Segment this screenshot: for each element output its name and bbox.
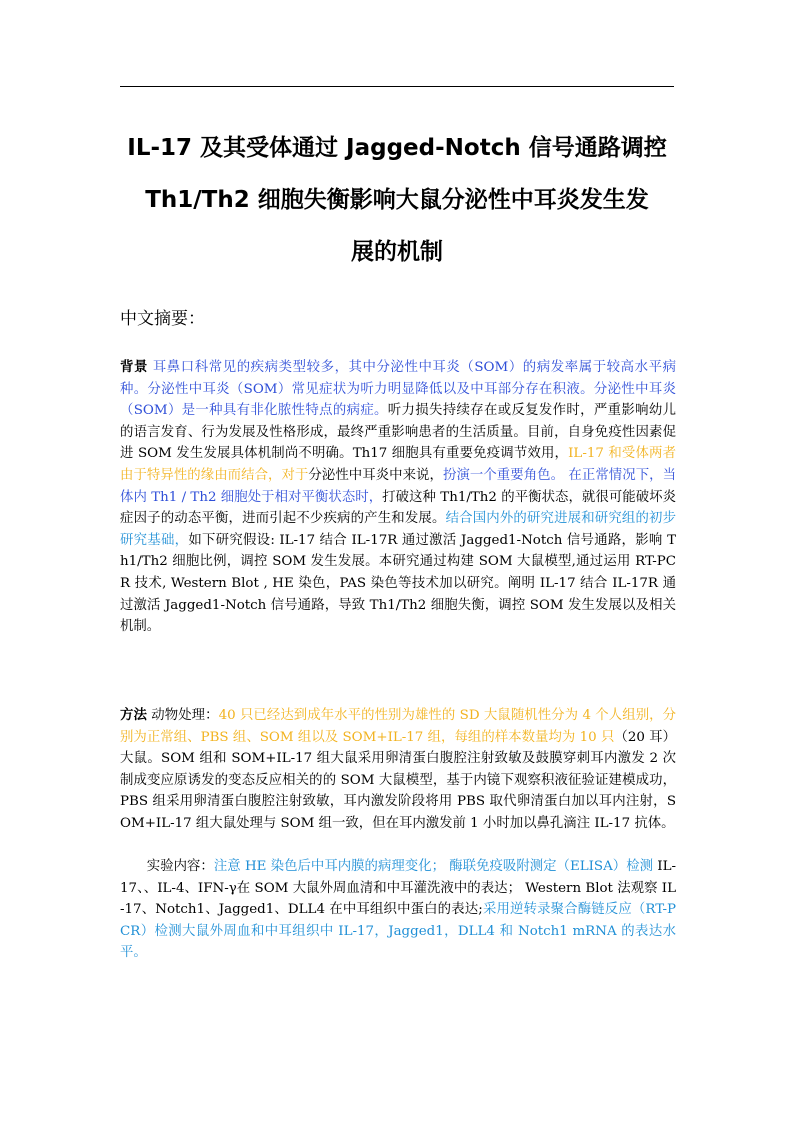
experiment-segment-1: 实验内容：	[146, 859, 214, 874]
abstract-heading: 中文摘要：	[120, 309, 205, 329]
background-segment-1: 耳鼻口科常见的疾病类型较多，其中分泌性中耳炎（SOM）的病发率属于较高水平病种。分泌性中耳炎（SOM）常见症状为听力明显降低以及中耳部分存在积液。分泌性中耳炎（SOM）是一种具有非化脓性特点的病症。	[120, 360, 676, 419]
background-segment-8: 如下研究假设: IL-17 结合 IL-17R 通过激活 Jagged1-Notch 信号通路，影响 Th1/Th2 细胞比例，调控 SOM 发生发展。本研究通过构建 SOM 大鼠模型,通过运用 RT-PCR 技术, Western Blot , HE 染色，PAS 染色等技术加以研究。阐明 IL-17 结合 IL-17R 通过激活 Jagged1-Notch 信号通路，导致 Th1/Th2 细胞失衡，调控 SOM 发生发展以及相关机制。	[120, 532, 676, 635]
experiment-paragraph	[120, 856, 676, 964]
header-rule	[120, 86, 674, 87]
document-title	[118, 122, 676, 278]
title-line-2: Th1/Th2 细胞失衡影响大鼠分泌性中耳炎发生发	[145, 187, 649, 213]
background-segment-5: 扮演一个重要角色。 在正常情况下，当体内 Th1 / Th2 细胞处于相对平衡状态时，	[120, 467, 677, 505]
experiment-segment-3: IL-17、、IL-4、IFN-γ在 SOM 大鼠外周血清和中耳灌洗液中的表达； Western Blot 法观察 IL-17、Notch1、Jagged1、DLL4 在中耳组织中蛋白的表达;	[120, 859, 676, 918]
methods-segment-2: 40 只已经达到成年水平的性别为雄性的 SD 大鼠随机性分为 4 个人组别，分别为正常组、PBS 组、SOM 组以及 SOM+IL-17 组，每组的样本数量均为 10 只	[120, 708, 677, 745]
title-line-3: 展的机制	[351, 239, 443, 265]
experiment-segment-4: 采用逆转录聚合酶链反应（RT-PCR）检测大鼠外周血和中耳组织中 IL-17，Jagged1，DLL4 和 Notch1 mRNA 的表达水平。	[120, 902, 676, 961]
title-line-1: IL-17 及其受体通过 Jagged-Notch 信号通路调控	[127, 135, 667, 161]
methods-label: 方法	[120, 708, 147, 723]
background-paragraph	[120, 357, 676, 638]
background-segment-7: 结合国内外的研究进展和研究组的初步研究基础，	[120, 511, 677, 548]
background-label: 背景	[120, 360, 148, 375]
methods-segment-1: 动物处理：	[146, 708, 219, 723]
methods-segment-3: （20 耳）大鼠。SOM 组和 SOM+IL-17 组大鼠采用卵清蛋白腹腔注射致敏及鼓膜穿刺耳内激发 2 次制成变应原诱发的变态反应相关的的 SOM 大鼠模型，基于内镜下观察积液征验证建模成功，PBS 组采用卵清蛋白腹腔注射致敏，耳内激发阶段将用 PBS 取代卵清蛋白加以耳内注射，SOM+IL-17 组大鼠处理与 SOM 组一致，但在耳内激发前 1 小时加以鼻孔滴注 IL-17 抗体。	[120, 729, 677, 831]
methods-paragraph	[120, 705, 676, 835]
background-segment-2: 听力损失持续存在或反复发作时，严重影响幼儿的语言发育、行为发展及性格形成，最终严重影响患者的生活质量。目前，自身免疫性因素促进 SOM 发生发展具体机制尚不明确。Th17 细胞具有重要免疫调节效用，	[120, 403, 676, 462]
background-segment-6: 打破这种 Th1/Th2 的平衡状态，就很可能破坏炎症因子的动态平衡，进而引起不少疾病的产生和发展。	[120, 489, 676, 527]
experiment-segment-2: 注意 HE 染色后中耳内膜的病理变化； 酶联免疫吸附测定（ELISA）检测	[213, 859, 654, 874]
background-segment-3: IL-17 和受体两者由于特异性的缘由而结合，对于	[120, 446, 676, 483]
background-segment-4: 分泌性中耳炎中来说，	[308, 467, 443, 483]
